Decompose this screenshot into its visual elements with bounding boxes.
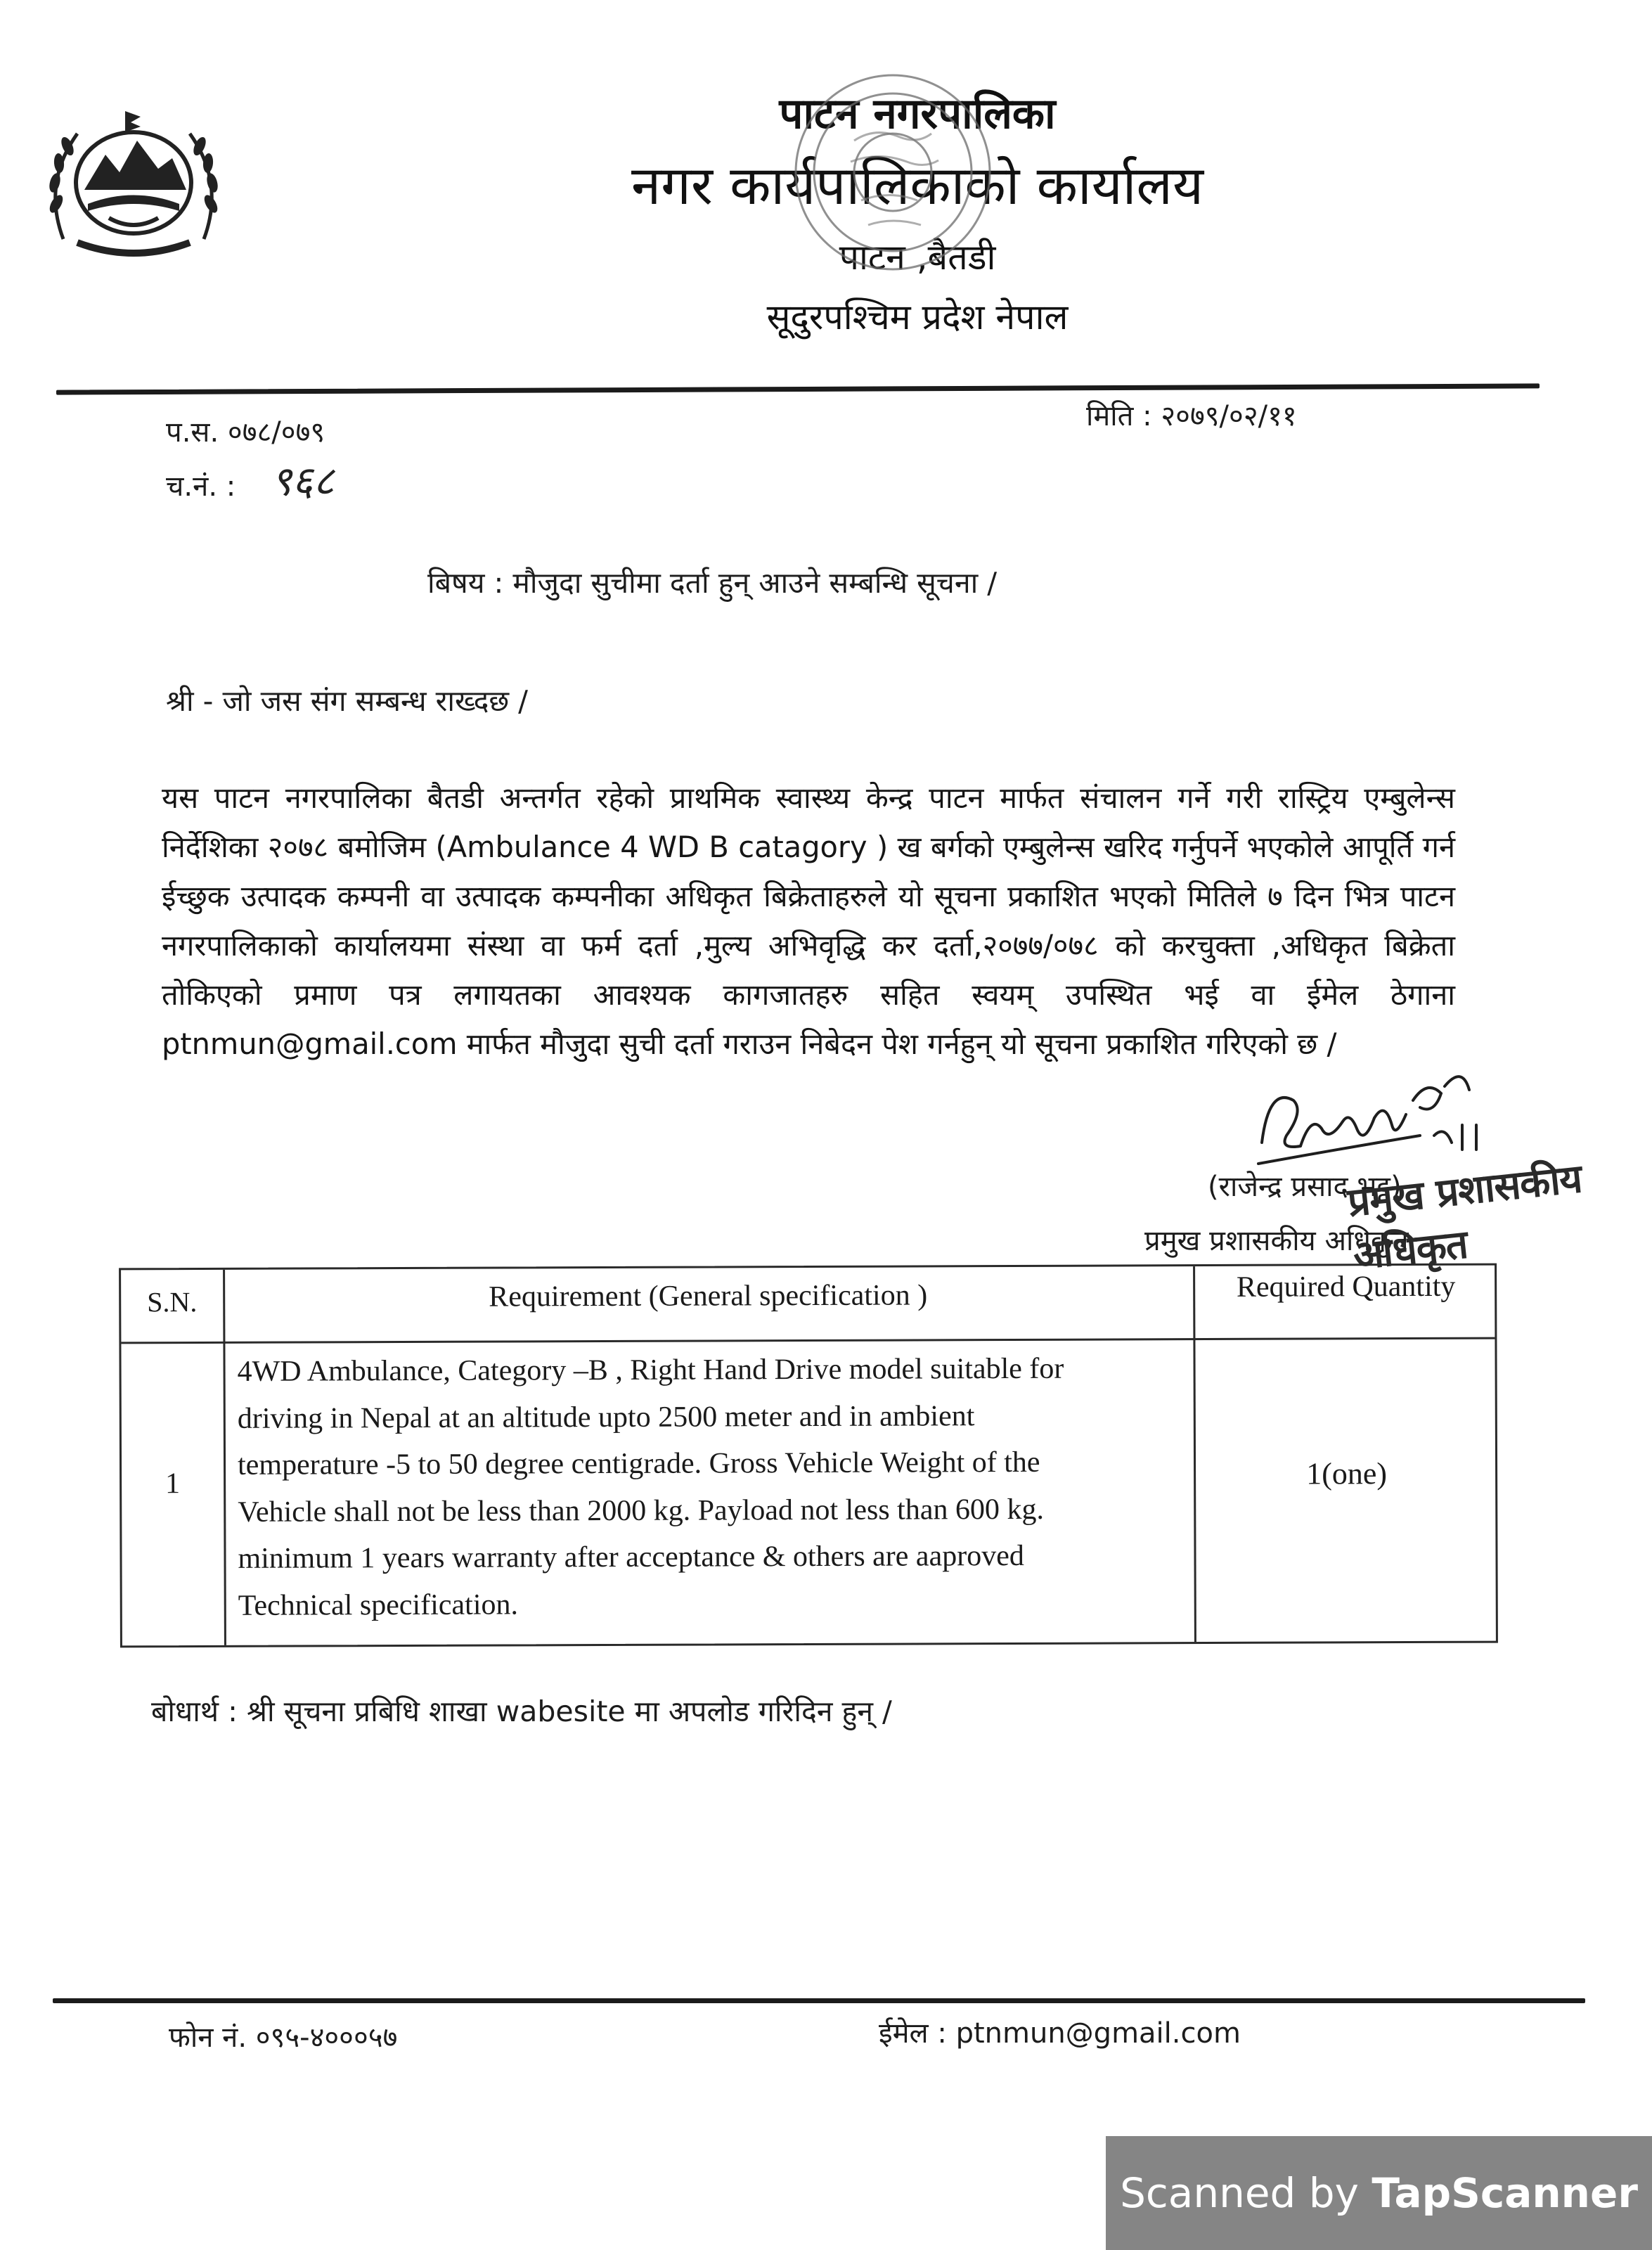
municipality-title: पाटन नगरपालिका: [779, 89, 1056, 139]
table-row-requirement: [237, 1345, 1194, 1629]
table-row-quantity: 1(one): [1306, 1456, 1388, 1491]
requirement-line: minimum 1 years warranty after acceptance & others are aaproved: [238, 1539, 1024, 1575]
office-title: नगर कार्यपालिकाको कार्यालय: [631, 154, 1204, 217]
requirement-line: Vehicle shall not be less than 2000 kg. Payload not less than 600 kg.: [238, 1493, 1045, 1529]
footer-phone: फोन नं. ०९५-४०००५७: [169, 2021, 398, 2054]
table-row-sn: 1: [165, 1467, 181, 1500]
table-header-sn: S.N.: [147, 1286, 198, 1318]
footer-divider: [53, 1998, 1585, 2003]
table-column-divider: [223, 1270, 226, 1645]
issue-date: मिति : २०७९/०२/११: [1086, 400, 1297, 432]
dispatch-number-handwritten: ९६८: [271, 457, 335, 505]
requirement-line: 4WD Ambulance, Category –B , Right Hand Drive model suitable for: [237, 1352, 1064, 1388]
requirements-table: [119, 1264, 1498, 1648]
reference-number: प.स. ०७८/०७९: [166, 416, 325, 449]
notice-body: यस पाटन नगरपालिका बैतडी अन्तर्गत रहेको प्राथमिक स्वास्थ्य केन्द्र पाटन मार्फत संचालन गर्ने गरी रास्ट्रिय एम्बुलेन्स निर्देशिका २०७८ बमोजिम (Ambulance 4 WD B catagory ) ख बर्गको एम्बुलेन्स खरिद गर्नुपर्ने भएकोले आपूर्ति गर्न ईच्छुक उत्पादक कम्पनी वा उत्पादक कम्पनीका अधिकृत बिक्रेताहरुले यो सूचना प्रकाशित भएको मितिले ७ दिन भित्र पाटन नगरपालिकाको कार्यालयमा संस्था वा फर्म दर्ता ,मुल्य अभिवृद्धि कर दर्ता,२०७७/०७८ को करचुक्ता ,अधिकृत बिक्रेता तोकिएको प्रमाण पत्र लगायतका आवश्यक कागजातहरु सहित स्वयम् उपस्थित भई वा ईमेल ठेगाना ptnmun@gmail.com मार्फत मौजुदा सुची दर्ता गराउन निबेदन पेश गर्नहुन् यो सूचना प्रकाशित गरिएको छ /: [162, 780, 1455, 1061]
requirement-line: temperature -5 to 50 degree centigrade. Gross Vehicle Weight of the: [237, 1446, 1040, 1481]
signatory-name: (राजेन्द्र प्रसाद भट्ट): [1208, 1171, 1402, 1203]
requirement-line: driving in Nepal at an altitude upto 2500 meter and in ambient: [237, 1399, 975, 1435]
office-province: सूदुरपश्चिम प्रदेश नेपाल: [766, 297, 1069, 338]
table-header-requirement: Requirement (General specification ): [489, 1279, 928, 1313]
office-stamp-icon: [784, 56, 1002, 281]
signatory-title: प्रमुख प्रशासकीय अधिकृत: [1144, 1225, 1409, 1257]
table-header-divider: [121, 1337, 1495, 1344]
salutation: श्री - जो जस संग सम्बन्ध राख्दछ /: [166, 684, 528, 718]
cc-note: बोधार्थ : श्री सूचना प्रबिधि शाखा wabesite मा अपलोड गरिदिन हुन् /: [151, 1695, 892, 1728]
requirement-line: Technical specification.: [238, 1588, 519, 1622]
designation-stamp: प्रमुख प्रशासकीय अधिकृत: [1346, 1155, 1584, 1280]
header-divider: [56, 383, 1540, 394]
scanner-watermark: [1106, 2136, 1652, 2250]
scanner-watermark-prefix: Scanned by: [1120, 2169, 1372, 2217]
dispatch-number-label: च.नं. :: [166, 470, 236, 503]
office-location: पाटन ,बैतडी: [839, 237, 996, 278]
table-header-quantity: Required Quantity: [1236, 1270, 1456, 1304]
scanner-watermark-brand: TapScanner: [1372, 2169, 1638, 2217]
subject-line: बिषय : मौजुदा सुचीमा दर्ता हुन् आउने सम्बन्धि सूचना /: [427, 566, 998, 600]
footer-email: ईमेल : ptnmun@gmail.com: [879, 2017, 1241, 2050]
